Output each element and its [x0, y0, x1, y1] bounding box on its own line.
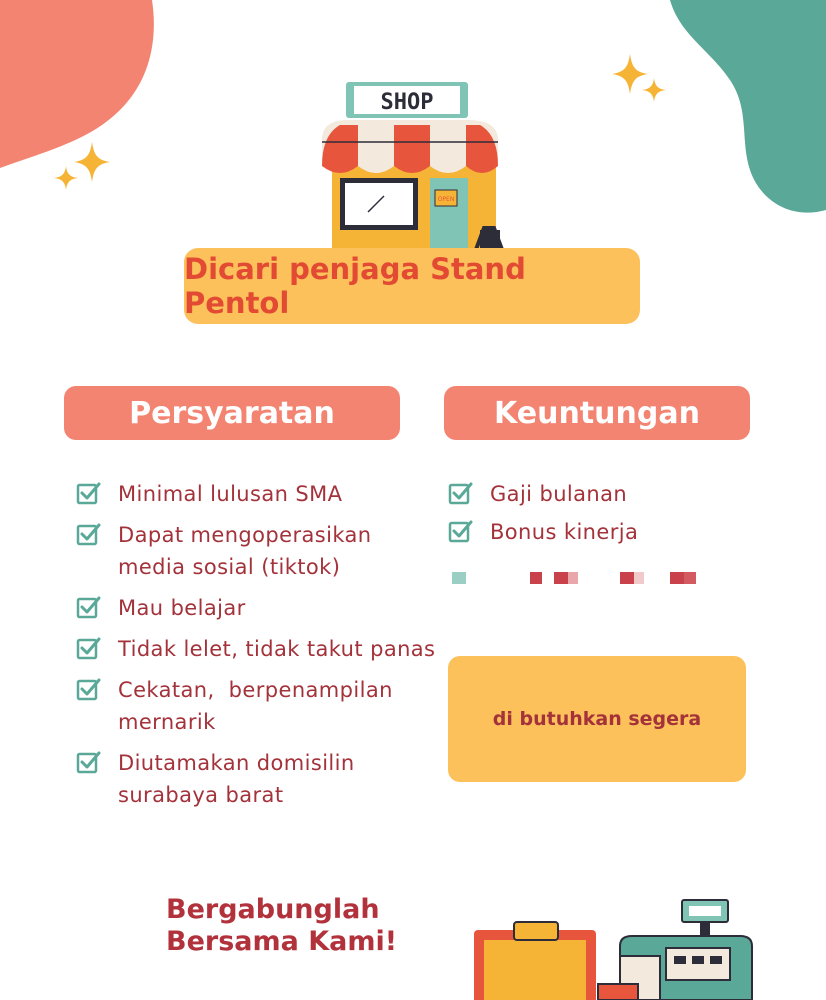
- join-line-2: Bersama Kami!: [166, 926, 398, 957]
- check-box-icon: [448, 518, 474, 544]
- benefit-text: Gaji bulanan: [490, 482, 628, 506]
- sparkle-icon-left: [52, 142, 112, 198]
- check-box-icon: [76, 594, 102, 620]
- open-sign-text: OPEN: [437, 196, 455, 203]
- list-item: [76, 674, 436, 738]
- cash-register-illustration: [470, 896, 770, 1000]
- shop-sign-text: SHOP: [380, 90, 434, 115]
- clipboard-icon: [474, 922, 596, 1000]
- cash-register-icon: [598, 900, 752, 1000]
- list-item: [448, 516, 768, 548]
- list-item: [448, 478, 768, 510]
- requirements-heading: Persyaratan: [64, 386, 400, 440]
- list-item: [76, 633, 436, 665]
- sparkle-icon-right: [610, 54, 670, 110]
- check-box-icon: [448, 480, 474, 506]
- benefits-list: [448, 478, 768, 554]
- requirement-text: Cekatan, berpenampilan mernarik: [118, 678, 400, 734]
- check-box-icon: [76, 521, 102, 547]
- check-box-icon: [76, 480, 102, 506]
- job-headline: Dicari penjaga Stand Pentol: [184, 248, 640, 324]
- join-us-text: [166, 894, 426, 958]
- redacted-text-block: [450, 570, 710, 586]
- urgent-note: di butuhkan segera: [448, 656, 746, 782]
- check-box-icon: [76, 676, 102, 702]
- requirement-text: Diutamakan domisilin surabaya barat: [118, 751, 355, 807]
- requirement-text: Mau belajar: [118, 596, 246, 620]
- benefits-heading: Keuntungan: [444, 386, 750, 440]
- requirement-text: Dapat mengoperasikan media sosial (tiktok): [118, 523, 372, 579]
- requirements-list: [76, 478, 436, 820]
- list-item: [76, 519, 436, 583]
- check-box-icon: [76, 635, 102, 661]
- shop-icon: [318, 80, 508, 255]
- requirement-text: Tidak lelet, tidak takut panas: [118, 637, 436, 661]
- list-item: [76, 592, 436, 624]
- requirement-text: Minimal lulusan SMA: [118, 482, 343, 506]
- join-line-1: Bergabunglah: [166, 894, 380, 925]
- list-item: [76, 478, 436, 510]
- check-box-icon: [76, 749, 102, 775]
- list-item: [76, 747, 436, 811]
- teal-blob-decoration: [660, 0, 826, 220]
- benefit-text: Bonus kinerja: [490, 520, 639, 544]
